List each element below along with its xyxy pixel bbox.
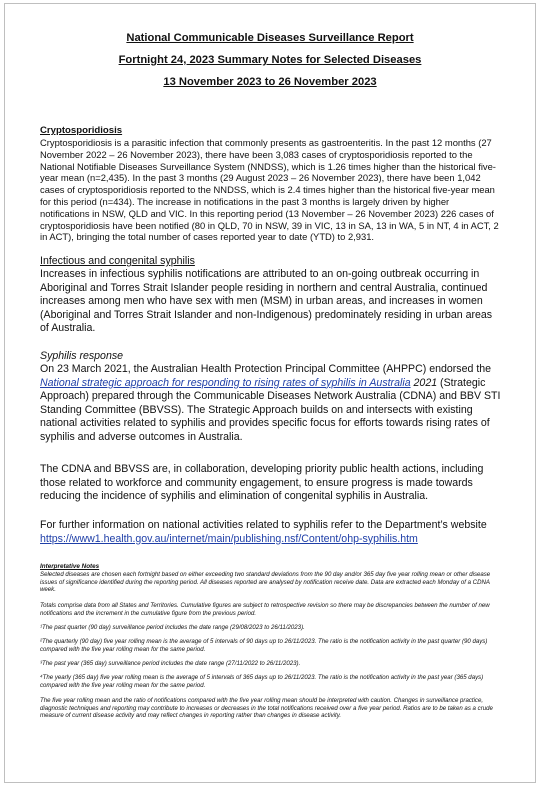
department-website-link[interactable]: https://www1.health.gov.au/internet/main/publishing.nsf/Content/ohp-syphilis.htm	[40, 532, 418, 545]
interpretative-notes-heading: Interpretative Notes	[40, 563, 100, 570]
response-text-start: On 23 March 2021, the Australian Health Protection Principal Committee (AHPPC) endorsed the	[40, 363, 492, 375]
report-date-range: 13 November 2023 to 26 November 2023	[163, 76, 377, 88]
syphilis-response-heading: Syphilis response	[40, 350, 124, 362]
syphilis-response-paragraph	[40, 363, 502, 445]
notes-paragraph-3: ¹The past quarter (90 day) surveillance period includes the date range (29/08/2023 to 26/11/2023).	[40, 624, 305, 631]
notes-paragraph-1: Selected diseases are chosen each fortnight based on either exceeding two standard deviations from the 90 day and/or 365 day five year rolling mean or other disease issues of significance identified during the reporting period. All diseases reported are analysed by notification receive date. Data are extracted each Monday of a CDNA week.	[40, 571, 491, 594]
notes-paragraph-6: ⁴The yearly (365 day) five year rolling mean is the average of 5 intervals of 365 days up to 26/11/2023. The ratio is the notification activity in the past year (365 days) compared with the five year rolling mean for the same period.	[40, 674, 484, 689]
response-text-end: (Strategic Approach) prepared through the Communicable Diseases Network Australia (CDNA) and BBV STI Standing Committee (BBVSS). The Strategic Approach builds on and intersects with existing national activities related to syphilis and provides specific focus for efforts towards rising rates of syphilis and adverse outcomes in Australia.	[40, 376, 501, 443]
report-subtitle: Fortnight 24, 2023 Summary Notes for Selected Diseases	[118, 54, 422, 66]
report-title: National Communicable Diseases Surveillance Report	[126, 32, 414, 44]
notes-paragraph-2: Totals comprise data from all States and Territories. Cumulative figures are subject to retrospective revision so there may be discrepancies between the number of new notifications and the increment in the cumulative figure from the previous period.	[40, 602, 490, 617]
further-info-paragraph	[40, 519, 502, 546]
notes-paragraph-5: ³The past year (365 day) surveillance period includes the date range (27/11/2022 to 26/11/2023).	[40, 660, 301, 667]
notes-paragraph-4: ²The quarterly (90 day) five year rolling mean is the average of 5 intervals of 90 days up to 26/11/2023. The ratio is the notification activity in the past quarter (90 days) compared with the five year rolling mean for the same period.	[40, 638, 488, 653]
syphilis-paragraph: Increases in infectious syphilis notifications are attributed to an on-going outbreak occurring in Aboriginal and Torres Strait Islander people residing in northern and central Australia, continued increases among men who have sex with men (MSM) in urban areas, and increases in women (Aboriginal and Torres Strait Islander and non-Indigenous) predominately residing in urban areas of Australia.	[40, 268, 493, 335]
syphilis-heading: Infectious and congenital syphilis	[40, 255, 195, 267]
further-info-text: For further information on national activities related to syphilis refer to the Department’s website	[40, 519, 487, 531]
strategic-approach-link[interactable]: National strategic approach for responding to rising rates of syphilis in Australia	[40, 376, 411, 389]
cryptosporidiosis-paragraph: Cryptosporidiosis is a parasitic infection that commonly presents as gastroenteritis. In the past 12 months (27 November 2022 – 26 November 2023), there have been 3,083 cases of cryptosporidiosis reported to the National Notifiable Diseases Surveillance System (NNDSS), which is 1.26 times higher than the historical five-year mean (n=2,435). In the past 3 months (29 August 2023 – 26 November 2023), there have been 1,042 cases of cryptosporidiosis reported to the NNDSS, which is 2.4 times higher than the historical five-year mean for this period (n=434). The increase in notifications in the past 3 months is largely driven by higher notifications in NSW, QLD and VIC. In this reporting period (13 November – 26 November 2023) 226 cases of cryptosporidiosis have been notified (80 in QLD, 70 in NSW, 39 in VIC, 13 in SA, 13 in WA, 5 in NT, 4 in ACT, 2 in ACT), bringing the total number of cases reported year to date (YTD) to 2,931.	[40, 137, 499, 243]
cdna-paragraph: The CDNA and BBVSS are, in collaboration, developing priority public health actions, including those related to workforce and community engagement, to ensure progress is made towards reducing the incidence of syphilis and elimination of congenital syphilis in Australia.	[40, 463, 484, 503]
response-year: 2021	[410, 376, 438, 389]
cryptosporidiosis-heading: Cryptosporidiosis	[40, 125, 123, 136]
notes-paragraph-7: The five year rolling mean and the ratio of notifications compared with the five year rolling mean should be interpreted with caution. Changes in surveillance practice, diagnostic techniques and reporting may contribute to increases or decreases in the total notifications received over a five year period. Ratios are to be taken as a crude measure of current disease activity and may reflect changes in reporting rather than changes in disease activity.	[40, 697, 493, 720]
